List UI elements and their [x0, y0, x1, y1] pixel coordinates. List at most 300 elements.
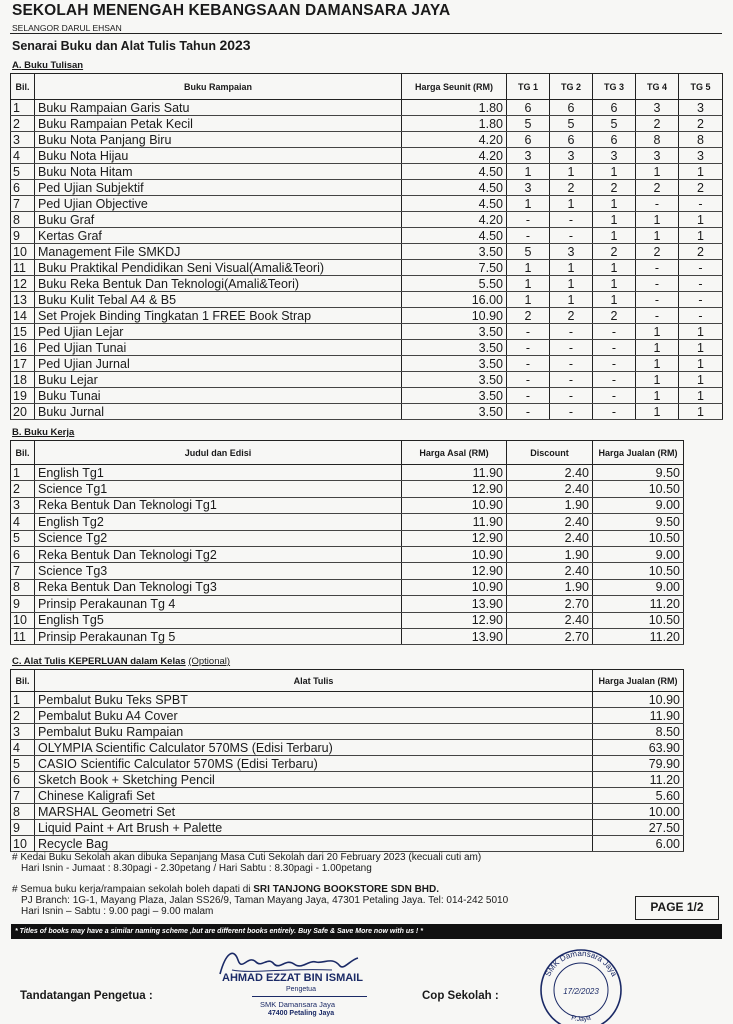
table-cell: Chinese Kaligrafi Set	[35, 788, 593, 804]
table-cell: 3	[11, 497, 35, 513]
table-cell: 1	[593, 228, 636, 244]
disclaimer-bar: * Titles of books may have a similar naming scheme ,but are different books entirely. Buy Safe & Save More now with us ! *	[11, 924, 722, 939]
table-cell: 16	[11, 340, 35, 356]
table-cell: 1	[550, 276, 593, 292]
table-cell: 10.50	[593, 563, 684, 579]
table-cell: Buku Lejar	[35, 372, 402, 388]
table-row	[11, 497, 684, 513]
table-cell: -	[593, 340, 636, 356]
table-cell: 3	[636, 100, 679, 116]
table-cell: 3	[550, 244, 593, 260]
table-cell: 3.50	[402, 404, 507, 420]
table-cell: 9	[11, 596, 35, 612]
table-cell: 2	[636, 244, 679, 260]
table-cell: 1	[507, 260, 550, 276]
table-cell: Reka Bentuk Dan Teknologi Tg1	[35, 497, 402, 513]
table-cell: 7	[11, 196, 35, 212]
column-header: Bil.	[11, 670, 35, 692]
table-cell: 5	[507, 244, 550, 260]
table-cell: 1	[636, 212, 679, 228]
table-cell: 9.00	[593, 546, 684, 562]
signature-label: Tandatangan Pengetua :	[20, 990, 153, 1002]
table-cell: 10.00	[593, 804, 684, 820]
signature-line	[252, 996, 367, 997]
table-cell: 9.00	[593, 497, 684, 513]
table-cell: 19	[11, 388, 35, 404]
table-cell: 1	[593, 196, 636, 212]
table-cell: 2	[550, 308, 593, 324]
note-line-2: Hari Isnin - Jumaat : 8.30pagi - 2.30petang / Hari Sabtu : 8.30pagi - 1.00petang	[21, 863, 372, 874]
column-header: Harga Seunit (RM)	[402, 74, 507, 100]
table-cell: 3	[636, 148, 679, 164]
table-cell: 1.90	[507, 497, 593, 513]
table-cell: 2	[679, 116, 723, 132]
table-cell: Management File SMKDJ	[35, 244, 402, 260]
table-cell: 10.90	[402, 308, 507, 324]
table-cell: 8	[11, 804, 35, 820]
table-cell: CASIO Scientific Calculator 570MS (Edisi Terbaru)	[35, 756, 593, 772]
table-cell: 2	[636, 116, 679, 132]
table-cell: Kertas Graf	[35, 228, 402, 244]
table-row	[11, 546, 684, 562]
table-cell: 2	[11, 116, 35, 132]
table-cell: 10	[11, 244, 35, 260]
table-cell: 1	[593, 276, 636, 292]
table-cell: 10	[11, 836, 35, 852]
note-line-3	[12, 884, 508, 895]
table-cell: 1	[636, 324, 679, 340]
school-state: SELANGOR DARUL EHSAN	[12, 23, 122, 33]
table-cell: -	[636, 196, 679, 212]
table-row	[11, 724, 684, 740]
table-cell: 20	[11, 404, 35, 420]
table-cell: 1	[679, 340, 723, 356]
header-rule	[10, 33, 722, 34]
table-cell: Buku Jurnal	[35, 404, 402, 420]
table-cell: 12.90	[402, 612, 507, 628]
table-row	[11, 292, 723, 308]
signature-role: Pengetua	[286, 986, 316, 993]
table-row	[11, 308, 723, 324]
table-cell: -	[550, 404, 593, 420]
note-line-3-prefix: # Semua buku kerja/rampaian sekolah boleh dapati di	[12, 884, 254, 895]
table-cell: 12	[11, 276, 35, 292]
table-cell: 1	[593, 212, 636, 228]
table-cell: 8	[11, 212, 35, 228]
table-cell: OLYMPIA Scientific Calculator 570MS (Edisi Terbaru)	[35, 740, 593, 756]
table-cell: 4	[11, 514, 35, 530]
table-cell: 3	[550, 148, 593, 164]
table-cell: 6	[11, 546, 35, 562]
table-cell: Ped Ujian Tunai	[35, 340, 402, 356]
school-stamp	[535, 944, 627, 1024]
table-cell: 13.90	[402, 596, 507, 612]
signature-school: SMK Damansara Jaya	[260, 1000, 336, 1009]
table-row	[11, 404, 723, 420]
signature-block	[212, 944, 392, 1020]
table-cell: 11.90	[402, 514, 507, 530]
table-cell: 4.50	[402, 196, 507, 212]
table-cell: 6	[11, 772, 35, 788]
table-cell: -	[507, 388, 550, 404]
table-cell: 11.20	[593, 772, 684, 788]
note-line-5: Hari Isnin – Sabtu : 9.00 pagi – 9.00 malam	[21, 906, 214, 917]
table-cell: 12.90	[402, 530, 507, 546]
table-cell: 1	[550, 164, 593, 180]
table-cell: 18	[11, 372, 35, 388]
table-cell: Set Projek Binding Tingkatan 1 FREE Book Strap	[35, 308, 402, 324]
list-title-text: Senarai Buku dan Alat Tulis Tahun	[12, 39, 216, 53]
table-cell: 4	[11, 148, 35, 164]
table-cell: Buku Reka Bentuk Dan Teknologi(Amali&Teori)	[35, 276, 402, 292]
table-cell: Buku Nota Hijau	[35, 148, 402, 164]
table-cell: 5	[550, 116, 593, 132]
table-cell: 3.50	[402, 372, 507, 388]
column-header: Buku Rampaian	[35, 74, 402, 100]
column-header: TG 4	[636, 74, 679, 100]
table-cell: Buku Graf	[35, 212, 402, 228]
table-cell: 9	[11, 820, 35, 836]
table-row	[11, 148, 723, 164]
table-row	[11, 180, 723, 196]
table-row	[11, 596, 684, 612]
table-cell: 10.50	[593, 612, 684, 628]
table-cell: English Tg2	[35, 514, 402, 530]
table-cell: Pembalut Buku Teks SPBT	[35, 692, 593, 708]
table-row	[11, 788, 684, 804]
table-cell: 9.50	[593, 514, 684, 530]
table-cell: Science Tg2	[35, 530, 402, 546]
table-row	[11, 196, 723, 212]
table-cell: 4.50	[402, 228, 507, 244]
table-cell: 10.90	[402, 579, 507, 595]
table-row	[11, 260, 723, 276]
table-cell: 3.50	[402, 356, 507, 372]
table-cell: 17	[11, 356, 35, 372]
table-row	[11, 820, 684, 836]
table-row	[11, 836, 684, 852]
section-c-title	[12, 656, 230, 667]
table-row	[11, 772, 684, 788]
table-cell: English Tg5	[35, 612, 402, 628]
table-cell: 8.50	[593, 724, 684, 740]
section-c-optional: (Optional)	[188, 656, 231, 667]
table-cell: 2.40	[507, 465, 593, 481]
table-cell: 1	[679, 356, 723, 372]
table-cell: Buku Rampaian Petak Kecil	[35, 116, 402, 132]
table-row	[11, 514, 684, 530]
table-cell: Prinsip Perakaunan Tg 5	[35, 628, 402, 644]
table-cell: 11.20	[593, 628, 684, 644]
table-cell: -	[550, 228, 593, 244]
table-row	[11, 228, 723, 244]
table-cell: 3	[11, 132, 35, 148]
column-header: TG 1	[507, 74, 550, 100]
table-cell: 3	[679, 148, 723, 164]
table-cell: 2	[636, 180, 679, 196]
table-cell: -	[550, 388, 593, 404]
table-cell: 1	[679, 388, 723, 404]
table-cell: 2	[593, 244, 636, 260]
list-year: 2023	[219, 37, 251, 53]
table-alat-tulis	[10, 669, 684, 852]
table-cell: 1	[679, 212, 723, 228]
table-cell: -	[679, 260, 723, 276]
svg-text:SMK Damansara Jaya: SMK Damansara Jaya	[543, 948, 619, 978]
table-cell: -	[550, 340, 593, 356]
table-cell: Recycle Bag	[35, 836, 593, 852]
table-cell: 1	[636, 340, 679, 356]
svg-text:17/2/2023: 17/2/2023	[563, 987, 599, 996]
column-header: Harga Jualan (RM)	[593, 441, 684, 465]
table-cell: -	[636, 308, 679, 324]
table-row	[11, 563, 684, 579]
table-row	[11, 579, 684, 595]
table-cell: Ped Ujian Jurnal	[35, 356, 402, 372]
table-cell: 63.90	[593, 740, 684, 756]
column-header: TG 5	[679, 74, 723, 100]
section-c-title-text: C. Alat Tulis KEPERLUAN dalam Kelas	[12, 656, 186, 667]
table-cell: 2.40	[507, 563, 593, 579]
table-row	[11, 465, 684, 481]
table-cell: 1	[507, 276, 550, 292]
page-number-box: PAGE 1/2	[635, 896, 719, 920]
table-cell: -	[679, 292, 723, 308]
table-cell: 2	[593, 308, 636, 324]
table-row	[11, 708, 684, 724]
table-cell: 6	[550, 132, 593, 148]
table-cell: 27.50	[593, 820, 684, 836]
table-row	[11, 340, 723, 356]
school-title: SEKOLAH MENENGAH KEBANGSAAN DAMANSARA JAYA	[12, 2, 451, 19]
table-cell: 11.90	[593, 708, 684, 724]
table-row	[11, 116, 723, 132]
table-cell: 79.90	[593, 756, 684, 772]
table-cell: 15	[11, 324, 35, 340]
section-b-title-text: B. Buku Kerja	[12, 427, 75, 438]
table-cell: Sketch Book + Sketching Pencil	[35, 772, 593, 788]
column-header: Harga Jualan (RM)	[593, 670, 684, 692]
table-cell: 2	[593, 180, 636, 196]
table-cell: -	[550, 324, 593, 340]
table-cell: 9.50	[593, 465, 684, 481]
table-cell: 6	[593, 132, 636, 148]
table-cell: -	[507, 324, 550, 340]
column-header: TG 2	[550, 74, 593, 100]
table-cell: Science Tg1	[35, 481, 402, 497]
table-cell: -	[507, 404, 550, 420]
table-cell: Ped Ujian Objective	[35, 196, 402, 212]
table-cell: 3	[593, 148, 636, 164]
table-cell: 2.40	[507, 514, 593, 530]
notes-shop-hours	[12, 852, 481, 874]
table-cell: 2	[679, 180, 723, 196]
column-header: Bil.	[11, 74, 35, 100]
table-cell: 1	[11, 692, 35, 708]
table-cell: 3	[507, 180, 550, 196]
table-cell: 5	[507, 116, 550, 132]
table-cell: 4.50	[402, 180, 507, 196]
table-cell: 3.50	[402, 388, 507, 404]
table-cell: Buku Rampaian Garis Satu	[35, 100, 402, 116]
table-cell: 10	[11, 612, 35, 628]
table-row	[11, 164, 723, 180]
table-cell: Ped Ujian Lejar	[35, 324, 402, 340]
table-cell: 4.20	[402, 132, 507, 148]
table-cell: Pembalut Buku Rampaian	[35, 724, 593, 740]
table-cell: -	[593, 388, 636, 404]
table-cell: 6	[550, 100, 593, 116]
table-cell: -	[507, 372, 550, 388]
table-cell: 4.50	[402, 164, 507, 180]
table-cell: 1	[636, 372, 679, 388]
table-cell: 1	[679, 164, 723, 180]
table-cell: Buku Nota Panjang Biru	[35, 132, 402, 148]
table-cell: 6.00	[593, 836, 684, 852]
table-cell: 8	[636, 132, 679, 148]
table-cell: 2	[507, 308, 550, 324]
table-cell: -	[679, 196, 723, 212]
table-cell: Science Tg3	[35, 563, 402, 579]
table-cell: Liquid Paint + Art Brush + Palette	[35, 820, 593, 836]
table-cell: 2	[550, 180, 593, 196]
table-cell: Reka Bentuk Dan Teknologi Tg2	[35, 546, 402, 562]
table-row	[11, 628, 684, 644]
table-cell: 13	[11, 292, 35, 308]
table-cell: 10.90	[402, 546, 507, 562]
table-row	[11, 692, 684, 708]
table-cell: 10.90	[402, 497, 507, 513]
table-cell: 4	[11, 740, 35, 756]
table-cell: 8	[679, 132, 723, 148]
table-cell: 1	[593, 164, 636, 180]
table-cell: 1	[636, 356, 679, 372]
table-cell: 2.40	[507, 612, 593, 628]
column-header: Alat Tulis	[35, 670, 593, 692]
table-cell: 1.90	[507, 579, 593, 595]
table-cell: 1	[636, 404, 679, 420]
table-cell: 1	[507, 164, 550, 180]
table-cell: 1	[679, 324, 723, 340]
table-cell: -	[507, 228, 550, 244]
note-line-1: # Kedai Buku Sekolah akan dibuka Sepanjang Masa Cuti Sekolah dari 20 February 2023 (kecuali cuti am)	[12, 852, 482, 863]
table-cell: -	[507, 356, 550, 372]
table-cell: 1	[507, 292, 550, 308]
table-cell: -	[679, 308, 723, 324]
table-cell: 3.50	[402, 324, 507, 340]
table-cell: 1	[636, 164, 679, 180]
table-row	[11, 612, 684, 628]
table-cell: 1	[11, 465, 35, 481]
table-cell: 1	[593, 292, 636, 308]
table-cell: -	[679, 276, 723, 292]
table-row	[11, 530, 684, 546]
table-cell: 1	[11, 100, 35, 116]
stamp-label: Cop Sekolah :	[422, 990, 499, 1002]
table-row	[11, 372, 723, 388]
table-cell: 3	[679, 100, 723, 116]
table-cell: 2.70	[507, 628, 593, 644]
table-cell: 9	[11, 228, 35, 244]
table-cell: 2	[11, 708, 35, 724]
table-cell: -	[550, 372, 593, 388]
table-row	[11, 481, 684, 497]
table-cell: 4.20	[402, 148, 507, 164]
svg-text:P.Jaya: P.Jaya	[570, 1014, 592, 1024]
section-a-title-text: A. Buku Tulisan	[12, 60, 84, 71]
table-cell: 7	[11, 563, 35, 579]
table-cell: Reka Bentuk Dan Teknologi Tg3	[35, 579, 402, 595]
table-row	[11, 324, 723, 340]
note-line-4: PJ Branch: 1G-1, Mayang Plaza, Jalan SS26/9, Taman Mayang Jaya, 47301 Petaling Jaya. Tel: 014-242 5010	[21, 895, 509, 906]
table-cell: 11.90	[402, 465, 507, 481]
table-cell: 1	[679, 404, 723, 420]
table-cell: 10.90	[593, 692, 684, 708]
table-cell: Prinsip Perakaunan Tg 4	[35, 596, 402, 612]
table-cell: 6	[507, 132, 550, 148]
table-cell: 8	[11, 579, 35, 595]
list-title	[12, 37, 251, 53]
table-cell: -	[593, 404, 636, 420]
table-cell: 12.90	[402, 563, 507, 579]
table-cell: -	[550, 356, 593, 372]
table-cell: 7.50	[402, 260, 507, 276]
table-row	[11, 804, 684, 820]
table-cell: 13.90	[402, 628, 507, 644]
column-header: TG 3	[593, 74, 636, 100]
table-cell: 14	[11, 308, 35, 324]
table-cell: 9.00	[593, 579, 684, 595]
table-cell: -	[636, 260, 679, 276]
table-cell: -	[593, 324, 636, 340]
table-cell: -	[507, 340, 550, 356]
signature-postcode: 47400 Petaling Jaya	[268, 1010, 335, 1017]
table-cell: Buku Nota Hitam	[35, 164, 402, 180]
column-header: Bil.	[11, 441, 35, 465]
table-cell: 3	[507, 148, 550, 164]
table-cell: 1.80	[402, 116, 507, 132]
table-cell: -	[636, 276, 679, 292]
table-cell: 2.40	[507, 481, 593, 497]
table-cell: 1.90	[507, 546, 593, 562]
table-cell: 3.50	[402, 340, 507, 356]
table-row	[11, 356, 723, 372]
table-row	[11, 132, 723, 148]
table-cell: 1	[550, 260, 593, 276]
table-cell: 11.20	[593, 596, 684, 612]
column-header: Discount	[507, 441, 593, 465]
table-cell: -	[550, 212, 593, 228]
table-cell: 6	[11, 180, 35, 196]
table-cell: MARSHAL Geometri Set	[35, 804, 593, 820]
note-bookstore-name: SRI TANJONG BOOKSTORE SDN BHD.	[253, 884, 440, 895]
table-cell: 1	[593, 260, 636, 276]
table-cell: 5	[11, 756, 35, 772]
table-cell: 12.90	[402, 481, 507, 497]
table-cell: Pembalut Buku A4 Cover	[35, 708, 593, 724]
table-cell: Ped Ujian Subjektif	[35, 180, 402, 196]
signature-name: AHMAD EZZAT BIN ISMAIL	[222, 972, 363, 984]
table-cell: Buku Tunai	[35, 388, 402, 404]
table-buku-tulisan	[10, 73, 723, 420]
table-cell: 5	[11, 530, 35, 546]
table-row	[11, 100, 723, 116]
section-b-title	[12, 427, 74, 438]
table-cell: 1	[636, 228, 679, 244]
table-cell: 5	[11, 164, 35, 180]
column-header: Judul dan Edisi	[35, 441, 402, 465]
table-cell: -	[593, 372, 636, 388]
